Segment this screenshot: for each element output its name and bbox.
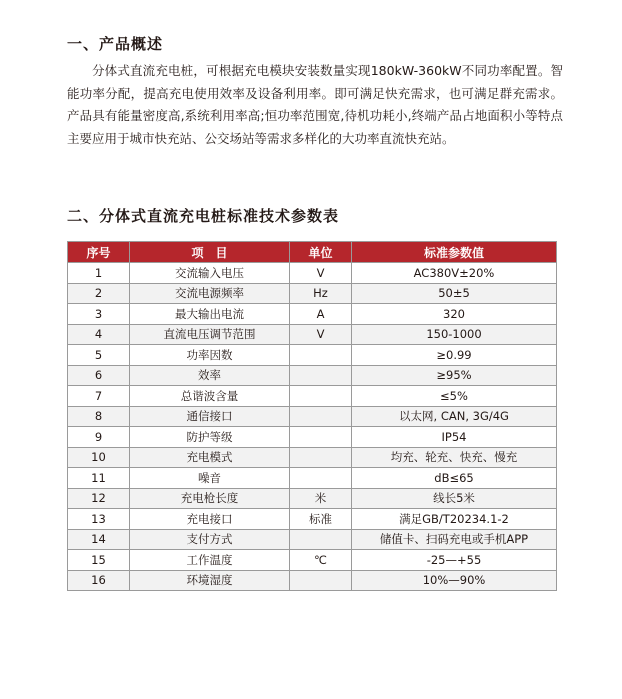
cell-unit: Hz bbox=[290, 283, 352, 304]
table-row bbox=[68, 324, 557, 345]
cell-value: IP54 bbox=[352, 427, 557, 448]
cell-index: 9 bbox=[68, 427, 130, 448]
cell-unit bbox=[290, 386, 352, 407]
cell-index: 10 bbox=[68, 447, 130, 468]
cell-value: 均充、轮充、快充、慢充 bbox=[352, 447, 557, 468]
cell-index: 5 bbox=[68, 345, 130, 366]
table-row bbox=[68, 283, 557, 304]
cell-item: 充电接口 bbox=[130, 509, 290, 530]
cell-value: 10%—90% bbox=[352, 570, 557, 591]
table-body bbox=[68, 263, 557, 591]
header-item: 项 目 bbox=[130, 242, 290, 263]
cell-index: 16 bbox=[68, 570, 130, 591]
cell-item: 支付方式 bbox=[130, 529, 290, 550]
table-row bbox=[68, 447, 557, 468]
cell-index: 15 bbox=[68, 550, 130, 571]
table-header-row bbox=[68, 242, 557, 263]
cell-value: ≤5% bbox=[352, 386, 557, 407]
cell-unit bbox=[290, 365, 352, 386]
table-row bbox=[68, 570, 557, 591]
cell-index: 4 bbox=[68, 324, 130, 345]
header-value: 标准参数值 bbox=[352, 242, 557, 263]
cell-item: 通信接口 bbox=[130, 406, 290, 427]
cell-value: 50±5 bbox=[352, 283, 557, 304]
cell-index: 6 bbox=[68, 365, 130, 386]
cell-value: -25—+55 bbox=[352, 550, 557, 571]
table-row bbox=[68, 386, 557, 407]
table-row bbox=[68, 345, 557, 366]
cell-index: 1 bbox=[68, 263, 130, 284]
section-heading-spec-table: 二、分体式直流充电桩标准技术参数表 bbox=[67, 207, 340, 225]
table-row bbox=[68, 427, 557, 448]
table-row bbox=[68, 468, 557, 489]
cell-value: 线长5米 bbox=[352, 488, 557, 509]
cell-unit: A bbox=[290, 304, 352, 325]
cell-value: 储值卡、扫码充电或手机APP bbox=[352, 529, 557, 550]
cell-index: 12 bbox=[68, 488, 130, 509]
cell-item: 噪音 bbox=[130, 468, 290, 489]
cell-value: 以太网, CAN, 3G/4G bbox=[352, 406, 557, 427]
cell-item: 总谐波含量 bbox=[130, 386, 290, 407]
cell-value: ≥95% bbox=[352, 365, 557, 386]
cell-item: 防护等级 bbox=[130, 427, 290, 448]
cell-index: 11 bbox=[68, 468, 130, 489]
section-heading-overview: 一、产品概述 bbox=[67, 35, 164, 53]
cell-unit bbox=[290, 427, 352, 448]
cell-unit: ℃ bbox=[290, 550, 352, 571]
cell-unit bbox=[290, 468, 352, 489]
cell-value: 满足GB/T20234.1-2 bbox=[352, 509, 557, 530]
header-unit: 单位 bbox=[290, 242, 352, 263]
cell-item: 功率因数 bbox=[130, 345, 290, 366]
table-row bbox=[68, 263, 557, 284]
cell-index: 14 bbox=[68, 529, 130, 550]
header-index: 序号 bbox=[68, 242, 130, 263]
cell-item: 直流电压调节范围 bbox=[130, 324, 290, 345]
table-row bbox=[68, 406, 557, 427]
cell-unit bbox=[290, 345, 352, 366]
table-row bbox=[68, 488, 557, 509]
cell-unit: 米 bbox=[290, 488, 352, 509]
cell-unit: V bbox=[290, 263, 352, 284]
cell-value: AC380V±20% bbox=[352, 263, 557, 284]
cell-index: 7 bbox=[68, 386, 130, 407]
cell-index: 8 bbox=[68, 406, 130, 427]
table-row bbox=[68, 304, 557, 325]
cell-item: 交流电源频率 bbox=[130, 283, 290, 304]
table-row bbox=[68, 529, 557, 550]
cell-unit bbox=[290, 447, 352, 468]
table-row bbox=[68, 365, 557, 386]
cell-value: 320 bbox=[352, 304, 557, 325]
cell-value: 150-1000 bbox=[352, 324, 557, 345]
cell-item: 工作温度 bbox=[130, 550, 290, 571]
cell-item: 环境湿度 bbox=[130, 570, 290, 591]
cell-index: 3 bbox=[68, 304, 130, 325]
cell-value: ≥0.99 bbox=[352, 345, 557, 366]
cell-item: 最大输出电流 bbox=[130, 304, 290, 325]
cell-index: 2 bbox=[68, 283, 130, 304]
cell-unit bbox=[290, 529, 352, 550]
cell-item: 效率 bbox=[130, 365, 290, 386]
cell-item: 交流输入电压 bbox=[130, 263, 290, 284]
cell-item: 充电枪长度 bbox=[130, 488, 290, 509]
table-row bbox=[68, 509, 557, 530]
cell-unit: 标准 bbox=[290, 509, 352, 530]
overview-paragraph: 分体式直流充电桩，可根据充电模块安装数量实现180kW-360kW不同功率配置。智能功率分配，提高充电使用效率及设备利用率。即可满足快充需求，也可满足群充需求。产品具有能量密度高,系统利用率高;恒功率范围宽,待机功耗小,终端产品占地面积小等特点主要应用于城市快充站、公交场站等需求多样化的大功率直流快充站。 bbox=[67, 63, 563, 146]
cell-index: 13 bbox=[68, 509, 130, 530]
cell-value: dB≤65 bbox=[352, 468, 557, 489]
cell-unit bbox=[290, 406, 352, 427]
cell-unit: V bbox=[290, 324, 352, 345]
cell-item: 充电模式 bbox=[130, 447, 290, 468]
spec-table bbox=[67, 241, 557, 591]
cell-unit bbox=[290, 570, 352, 591]
table-row bbox=[68, 550, 557, 571]
